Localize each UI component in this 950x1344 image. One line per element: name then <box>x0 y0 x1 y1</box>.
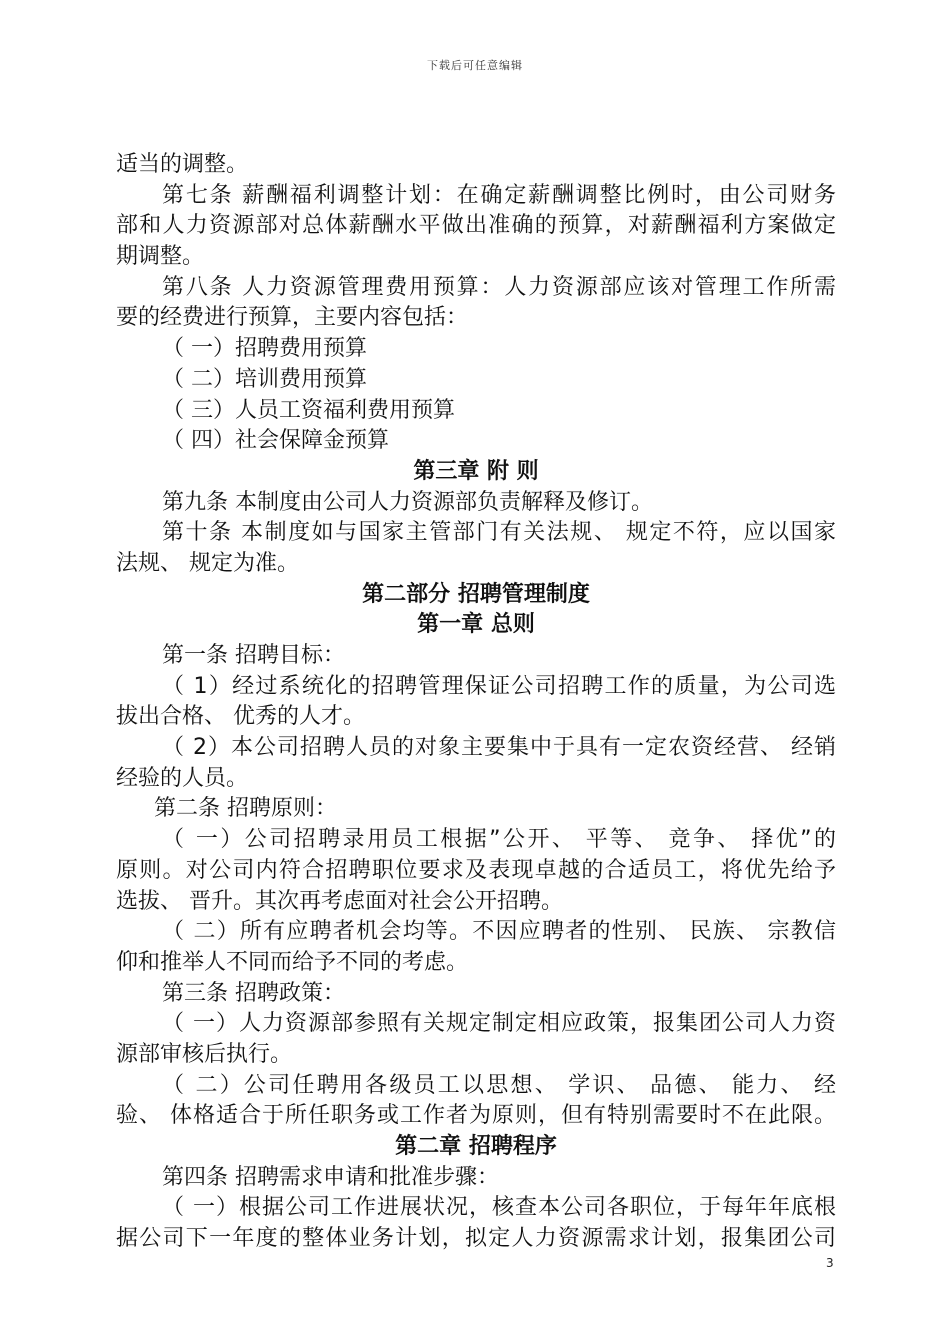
text-line: 部和人力资源部对总体薪酬水平做出准确的预算，对薪酬福利方案做定 <box>116 213 836 239</box>
list-item: （ 一）招聘费用预算 <box>162 336 367 362</box>
text-line: 第三条 招聘政策： <box>162 980 345 1006</box>
page-header-note: 下载后可任意编辑 <box>427 59 523 72</box>
text-line: 第四条 招聘需求申请和批准步骤： <box>162 1164 499 1190</box>
page-number: 3 <box>826 1256 834 1270</box>
text-line: （ 一）人力资源部参照有关规定制定相应政策，报集团公司人力资 <box>162 1011 836 1037</box>
text-line: 据公司下一年度的整体业务计划，拟定人力资源需求计划，报集团公司 <box>116 1226 836 1252</box>
text-line: （ 二）所有应聘者机会均等。不因应聘者的性别、 民族、 宗教信 <box>162 919 836 945</box>
list-item: （ 二）培训费用预算 <box>162 366 367 392</box>
text-line: 期调整。 <box>116 244 205 270</box>
list-item: （ 三）人员工资福利费用预算 <box>162 397 455 423</box>
text-line: 第九条 本制度由公司人力资源部负责解释及修订。 <box>162 489 653 515</box>
text-line: 第一条 招聘目标： <box>162 643 345 668</box>
text-line: （ 一）根据公司工作进展状况，核查本公司各职位，于每年年底根 <box>162 1195 836 1221</box>
part-heading: 第二部分 招聘管理制度 <box>362 581 590 607</box>
text-line: 第八条 人力资源管理费用预算：人力资源部应该对管理工作所需 <box>162 274 836 300</box>
text-line: （ 一）公司招聘录用员工根据”公开、 平等、 竞争、 择优”的 <box>162 827 836 853</box>
text-line: 拔出合格、 优秀的人才。 <box>116 704 365 730</box>
text-line: 验、 体格适合于所任职务或工作者为原则，但有特别需要时不在此限。 <box>116 1103 836 1129</box>
text-line: 法规、 规定为准。 <box>116 550 299 576</box>
text-line: （ 2）本公司招聘人员的对象主要集中于具有一定农资经营、 经销 <box>162 735 836 761</box>
text-line: 第十条 本制度如与国家主管部门有关法规、 规定不符，应以国家 <box>162 520 836 546</box>
list-item: （ 四）社会保障金预算 <box>162 428 389 454</box>
text-line: 经验的人员。 <box>116 765 249 791</box>
text-line: 原则。对公司内符合招聘职位要求及表现卓越的合适员工，将优先给予 <box>116 857 836 883</box>
text-line: 要的经费进行预算，主要内容包括： <box>116 305 469 331</box>
document-body <box>116 150 836 1255</box>
text-line: 仰和推举人不同而给予不同的考虑。 <box>116 949 469 975</box>
text-line: （ 1）经过系统化的招聘管理保证公司招聘工作的质量，为公司选 <box>162 673 836 699</box>
text-line: 源部审核后执行。 <box>116 1041 293 1067</box>
text-line: 选拔、 晋升。其次再考虑面对社会公开招聘。 <box>116 888 563 914</box>
chapter-heading: 第三章 附 则 <box>413 458 539 484</box>
text-line: （ 二）公司任聘用各级员工以思想、 学识、 品德、 能力、 经 <box>162 1072 836 1098</box>
text-line: 适当的调整。 <box>116 152 249 177</box>
chapter-heading: 第一章 总则 <box>417 612 535 638</box>
text-line: 第二条 招聘原则： <box>154 796 337 822</box>
chapter-heading: 第二章 招聘程序 <box>395 1134 557 1159</box>
text-line: 第七条 薪酬福利调整计划：在确定薪酬调整比例时，由公司财务 <box>162 182 836 208</box>
